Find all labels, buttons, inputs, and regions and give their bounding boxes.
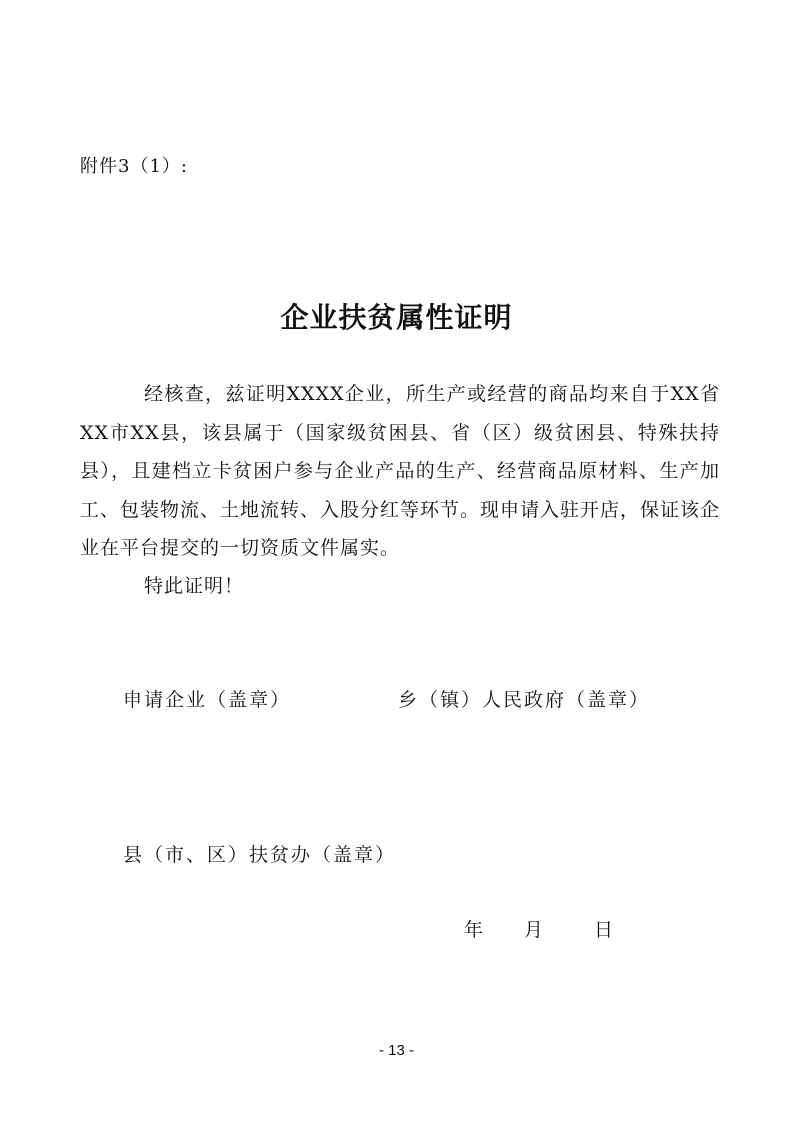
- applicant-seal-label: 申请企业（盖章）: [123, 689, 292, 711]
- date-year-label: 年: [464, 919, 484, 941]
- township-seal-label: 乡（镇）人民政府（盖章）: [398, 689, 651, 711]
- date-line: [464, 915, 613, 942]
- body-paragraph: 经核查，兹证明XXXX企业，所生产或经营的商品均来自于XX省XX市XX县，该县属于（国家级贫困县、省（区）级贫困县、特殊扶持县），且建档立卡贫困户参与企业产品的生产、经营商品原材料、生产加工、包装物流、土地流转、入股分红等环节。现申请入驻开店，保证该企业在平台提交的一切资质文件属实。: [80, 383, 721, 559]
- date-month-label: 月: [524, 919, 544, 941]
- county-seal-label: 县（市、区）扶贫办（盖章）: [123, 844, 397, 866]
- date-day-label: 日: [594, 919, 614, 941]
- page-number: - 13 -: [378, 1042, 414, 1059]
- document-title: 企业扶贫属性证明: [280, 301, 513, 334]
- attachment-label: 附件3（1）:: [80, 156, 188, 177]
- closing-statement: 特此证明！: [144, 575, 245, 597]
